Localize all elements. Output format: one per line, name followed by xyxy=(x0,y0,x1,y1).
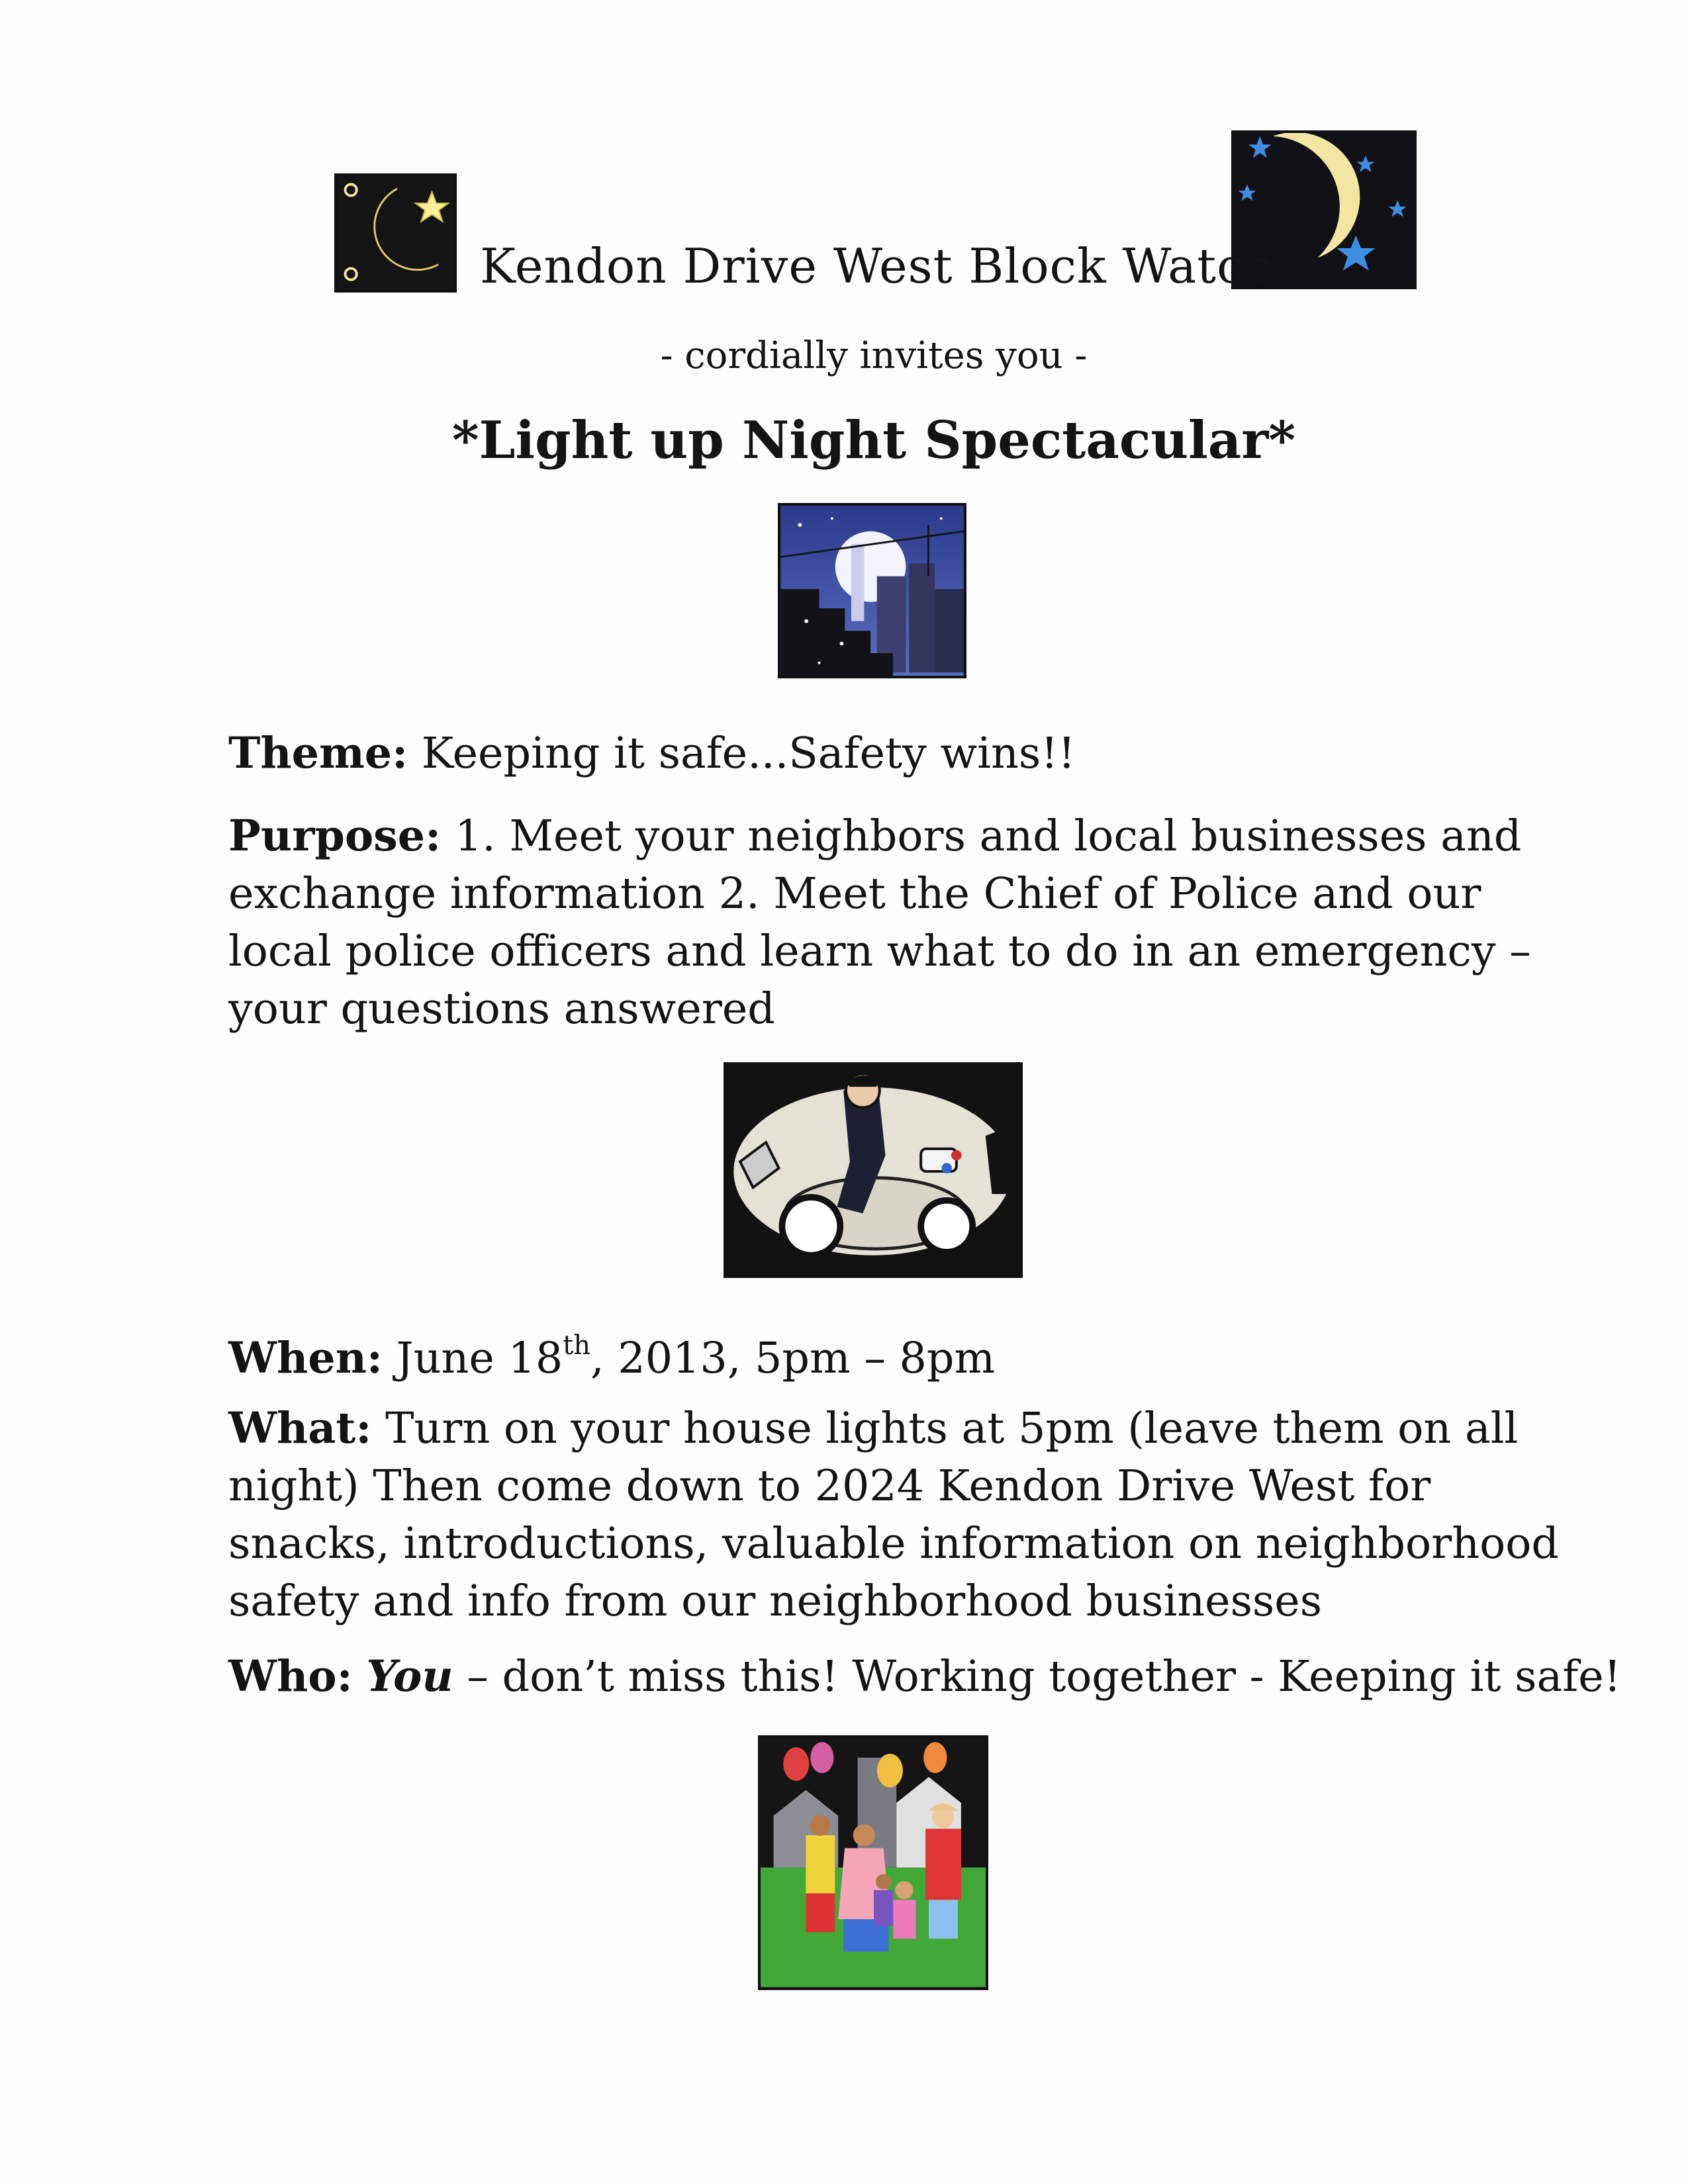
city-skyline-icon xyxy=(780,506,964,676)
theme-label: Theme: xyxy=(228,728,408,778)
police-motorcycle-clipart xyxy=(724,1062,1023,1278)
theme-line xyxy=(228,725,1566,782)
when-line xyxy=(228,1317,1566,1387)
what-paragraph xyxy=(228,1400,1566,1630)
neighborhood-party-clipart xyxy=(758,1735,988,1990)
what-text: Turn on your house lights at 5pm (leave them on all night) Then come down to 2024 Kendon Drive West for snacks, introductions, valuable information on neighborhood safety and info from our neighborhood businesses xyxy=(228,1404,1559,1626)
police-officer-icon xyxy=(726,1065,1020,1275)
who-text: – don’t miss this! Working together - Keeping it safe! xyxy=(453,1652,1621,1702)
when-time: , 2013, 5pm – 8pm xyxy=(590,1334,996,1383)
party-people-icon xyxy=(761,1738,986,1987)
moon-clipart-left xyxy=(334,173,457,293)
theme-text: Keeping it safe...Safety wins!! xyxy=(421,729,1076,778)
purpose-paragraph xyxy=(228,807,1566,1038)
block-watch-title: Kendon Drive West Block Watch xyxy=(480,238,1276,294)
when-date-ordinal: th xyxy=(563,1330,591,1361)
who-you: You xyxy=(366,1651,453,1702)
purpose-label: Purpose: xyxy=(228,811,442,861)
crescent-moon-icon xyxy=(337,176,454,290)
when-label: When: xyxy=(228,1333,383,1383)
city-night-clipart xyxy=(778,503,966,678)
who-label: Who: xyxy=(228,1651,353,1702)
event-title: *Light up Night Spectacular* xyxy=(451,410,1296,471)
purpose-text: 1. Meet your neighbors and local businesses and exchange information 2. Meet the Chief of Police and our local police officers and learn what to do in an emergency – your questions answered xyxy=(228,811,1531,1034)
invitation-subtitle: - cordially invites you - xyxy=(660,334,1088,377)
what-label: What: xyxy=(228,1403,372,1453)
when-date: June 18 xyxy=(396,1334,563,1383)
who-line xyxy=(228,1648,1621,1706)
